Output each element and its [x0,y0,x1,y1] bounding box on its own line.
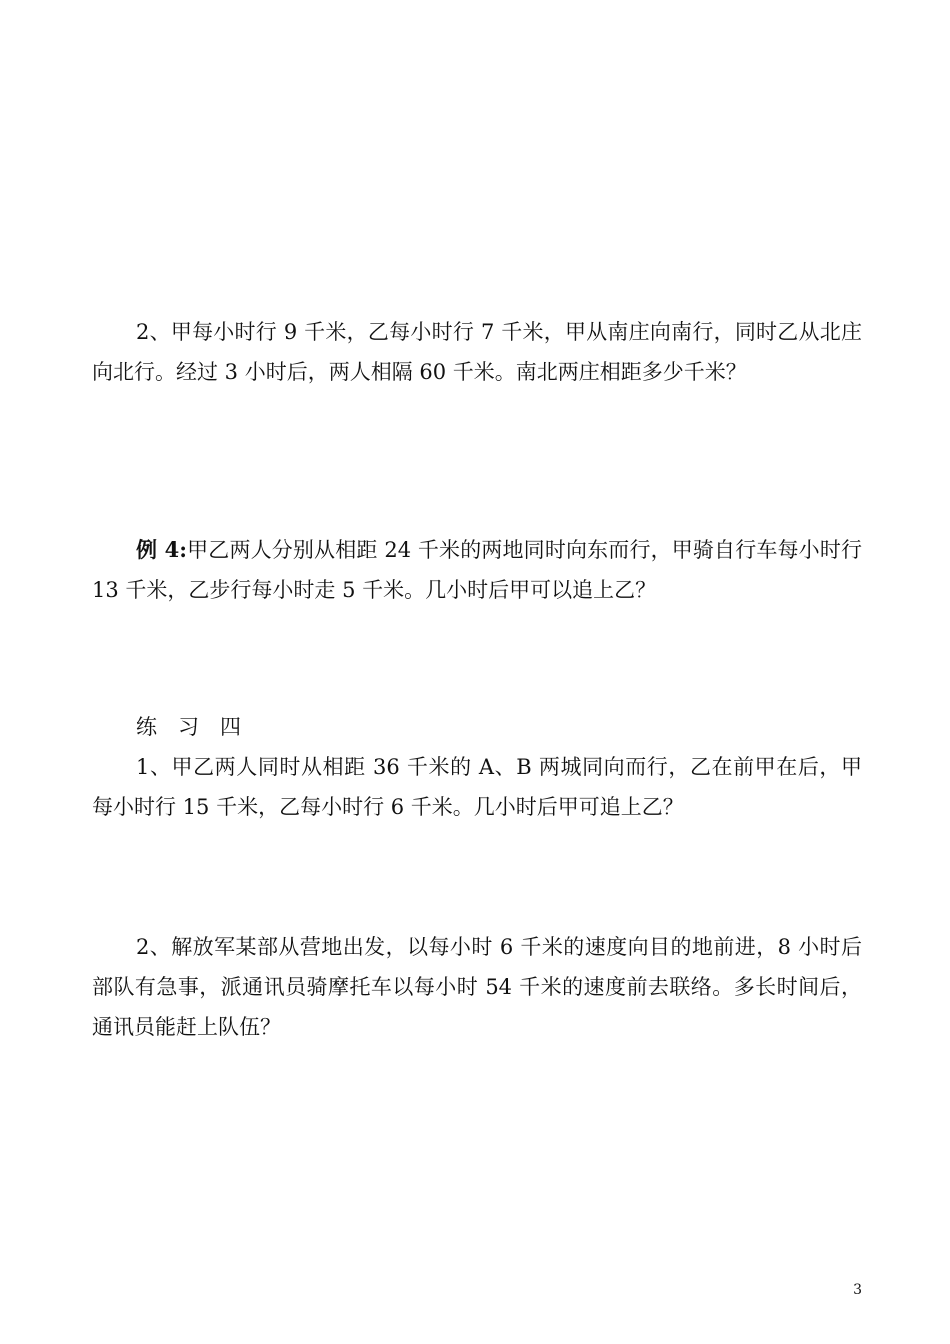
page-number: 3 [853,1282,862,1298]
exercise-4-problem-2: 2、解放军某部从营地出发，以每小时 6 千米的速度向目的地前进，8 小时后部队有急事，派通讯员骑摩托车以每小时 54 千米的速度前去联络。多长时间后，通讯员能赶上队伍？ [92,935,862,1039]
example-4-text: 甲乙两人分别从相距 24 千米的两地同时向东而行，甲骑自行车每小时行 13 千米，乙步行每小时走 5 千米。几小时后甲可以追上乙？ [92,538,862,602]
problem-2-text: 2、甲每小时行 9 千米，乙每小时行 7 千米，甲从南庄向南行，同时乙从北庄向北行。经过 3 小时后，两人相隔 60 千米。南北两庄相距多少千米？ [92,320,862,384]
example-4-label: 例 4: [136,537,187,562]
exercise-4-problem-1: 1、甲乙两人同时从相距 36 千米的 A、B 两城同向而行，乙在前甲在后，甲每小时行 15 千米，乙每小时行 6 千米。几小时后甲可追上乙？ [92,755,862,819]
exercise-4-heading: 练 习 四 [136,715,241,739]
example-4-paragraph [92,530,862,610]
